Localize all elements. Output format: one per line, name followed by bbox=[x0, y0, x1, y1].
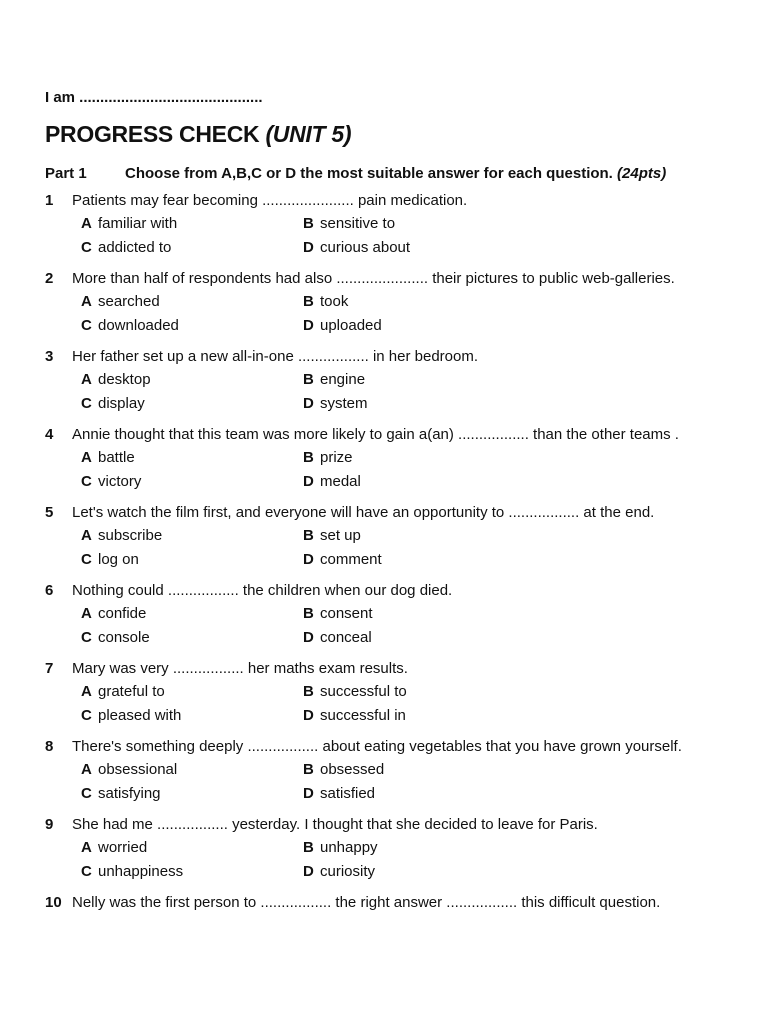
option-text: familiar with bbox=[98, 215, 178, 232]
question-number: 9 bbox=[45, 816, 54, 833]
option-text: addicted to bbox=[98, 239, 172, 256]
answer-option[interactable] bbox=[303, 368, 750, 392]
answer-option[interactable] bbox=[72, 758, 303, 782]
answer-option[interactable] bbox=[72, 602, 303, 626]
option-text: pleased with bbox=[98, 707, 182, 724]
option-letter: A bbox=[81, 761, 92, 778]
option-letter: A bbox=[81, 449, 92, 466]
part-number: Part 1 bbox=[45, 165, 87, 182]
answer-option[interactable] bbox=[72, 836, 303, 860]
instruction-text: Choose from A,B,C or D the most suitable answer for each question. bbox=[125, 165, 618, 182]
option-text: worried bbox=[98, 839, 148, 856]
answer-option[interactable] bbox=[72, 212, 303, 236]
option-text: comment bbox=[320, 551, 382, 568]
answer-option[interactable] bbox=[303, 212, 750, 236]
question-item bbox=[45, 504, 750, 572]
question-number: 1 bbox=[45, 192, 54, 209]
part-heading bbox=[45, 164, 750, 184]
points-label: (24pts) bbox=[617, 165, 667, 182]
option-text: set up bbox=[320, 527, 361, 544]
option-text: satisfied bbox=[320, 785, 376, 802]
option-letter: B bbox=[303, 761, 314, 778]
option-letter: D bbox=[303, 395, 314, 412]
question-number: 7 bbox=[45, 660, 54, 677]
question-item bbox=[45, 738, 750, 806]
option-text: uploaded bbox=[320, 317, 382, 334]
answer-options bbox=[72, 680, 750, 728]
option-text: desktop bbox=[98, 371, 151, 388]
answer-option[interactable] bbox=[303, 290, 750, 314]
answer-option[interactable] bbox=[303, 236, 750, 260]
question-text: There's something deeply ................. about eating vegetables that you have grown yourself. bbox=[72, 738, 682, 755]
question-number: 4 bbox=[45, 426, 54, 443]
option-text: prize bbox=[320, 449, 353, 466]
page-title bbox=[45, 120, 750, 150]
answer-options bbox=[72, 758, 750, 806]
option-text: grateful to bbox=[98, 683, 165, 700]
answer-options bbox=[72, 602, 750, 650]
question-number: 2 bbox=[45, 270, 54, 287]
option-text: battle bbox=[98, 449, 135, 466]
option-text: took bbox=[320, 293, 349, 310]
option-letter: A bbox=[81, 215, 92, 232]
option-letter: D bbox=[303, 785, 314, 802]
option-text: console bbox=[98, 629, 150, 646]
option-text: display bbox=[98, 395, 145, 412]
option-letter: A bbox=[81, 371, 92, 388]
option-text: confide bbox=[98, 605, 147, 622]
answer-option[interactable] bbox=[303, 860, 750, 884]
answer-option[interactable] bbox=[72, 368, 303, 392]
answer-option[interactable] bbox=[72, 626, 303, 650]
answer-option[interactable] bbox=[72, 680, 303, 704]
option-letter: D bbox=[303, 473, 314, 490]
answer-option[interactable] bbox=[72, 524, 303, 548]
answer-option[interactable] bbox=[303, 758, 750, 782]
title-main: PROGRESS CHECK bbox=[45, 121, 266, 147]
answer-option[interactable] bbox=[303, 836, 750, 860]
question-item bbox=[45, 660, 750, 728]
answer-option[interactable] bbox=[303, 602, 750, 626]
part-instruction bbox=[125, 164, 666, 184]
answer-option[interactable] bbox=[72, 548, 303, 572]
option-letter: C bbox=[81, 551, 92, 568]
question-item bbox=[45, 192, 750, 260]
option-text: curious about bbox=[320, 239, 411, 256]
question-number: 5 bbox=[45, 504, 54, 521]
question-text: Let's watch the film first, and everyone will have an opportunity to ................. at the end. bbox=[72, 504, 655, 521]
option-text: successful in bbox=[320, 707, 406, 724]
option-text: satisfying bbox=[98, 785, 161, 802]
question-text: Annie thought that this team was more likely to gain a(an) ................. than the other teams . bbox=[72, 426, 679, 443]
answer-options bbox=[72, 290, 750, 338]
option-letter: C bbox=[81, 473, 92, 490]
option-text: downloaded bbox=[98, 317, 179, 334]
option-text: obsessional bbox=[98, 761, 178, 778]
option-letter: B bbox=[303, 215, 314, 232]
question-item bbox=[45, 348, 750, 416]
answer-option[interactable] bbox=[303, 782, 750, 806]
option-letter: C bbox=[81, 629, 92, 646]
answer-options bbox=[72, 368, 750, 416]
question-number: 6 bbox=[45, 582, 54, 599]
question-item bbox=[45, 582, 750, 650]
question-list bbox=[45, 192, 750, 912]
option-text: obsessed bbox=[320, 761, 385, 778]
option-letter: C bbox=[81, 863, 92, 880]
option-text: unhappiness bbox=[98, 863, 184, 880]
question-item bbox=[45, 426, 750, 494]
option-letter: D bbox=[303, 551, 314, 568]
question-item bbox=[45, 894, 750, 912]
option-letter: C bbox=[81, 317, 92, 334]
question-text: Patients may fear becoming ...................... pain medication. bbox=[72, 192, 468, 209]
question-number: 3 bbox=[45, 348, 54, 365]
option-letter: C bbox=[81, 395, 92, 412]
answer-option[interactable] bbox=[303, 446, 750, 470]
option-text: victory bbox=[98, 473, 142, 490]
answer-option[interactable] bbox=[303, 548, 750, 572]
answer-option[interactable] bbox=[303, 680, 750, 704]
option-text: sensitive to bbox=[320, 215, 396, 232]
question-item bbox=[45, 816, 750, 884]
question-text: Her father set up a new all-in-one ................. in her bedroom. bbox=[72, 348, 479, 365]
option-text: searched bbox=[98, 293, 160, 310]
title-unit: (UNIT 5) bbox=[265, 121, 352, 147]
option-letter: D bbox=[303, 317, 314, 334]
question-text: Nelly was the first person to ................. the right answer ................. this difficult question. bbox=[72, 894, 661, 911]
answer-option[interactable] bbox=[72, 860, 303, 884]
answer-option[interactable] bbox=[303, 470, 750, 494]
answer-option[interactable] bbox=[303, 524, 750, 548]
answer-option[interactable] bbox=[303, 392, 750, 416]
option-letter: A bbox=[81, 293, 92, 310]
question-text: More than half of respondents had also ...................... their pictures to public web-galleries. bbox=[72, 270, 675, 287]
option-text: curiosity bbox=[320, 863, 376, 880]
question-text: Nothing could ................. the children when our dog died. bbox=[72, 582, 453, 599]
option-letter: B bbox=[303, 293, 314, 310]
answer-options bbox=[72, 212, 750, 260]
question-text: Mary was very ................. her maths exam results. bbox=[72, 660, 408, 677]
answer-option[interactable] bbox=[72, 314, 303, 338]
option-letter: B bbox=[303, 839, 314, 856]
answer-option[interactable] bbox=[303, 704, 750, 728]
option-letter: D bbox=[303, 239, 314, 256]
option-text: log on bbox=[98, 551, 139, 568]
question-item bbox=[45, 270, 750, 338]
answer-options bbox=[72, 836, 750, 884]
option-letter: A bbox=[81, 839, 92, 856]
answer-option[interactable] bbox=[72, 782, 303, 806]
answer-option[interactable] bbox=[72, 704, 303, 728]
answer-option[interactable] bbox=[72, 446, 303, 470]
option-letter: C bbox=[81, 785, 92, 802]
answer-option[interactable] bbox=[72, 236, 303, 260]
answer-options bbox=[72, 446, 750, 494]
answer-option[interactable] bbox=[303, 314, 750, 338]
option-text: unhappy bbox=[320, 839, 378, 856]
question-number: 10 bbox=[45, 894, 62, 911]
option-letter: B bbox=[303, 683, 314, 700]
answer-option[interactable] bbox=[72, 470, 303, 494]
option-text: consent bbox=[320, 605, 373, 622]
option-text: medal bbox=[320, 473, 361, 490]
name-line: I am ............................................ bbox=[45, 89, 263, 106]
option-letter: B bbox=[303, 371, 314, 388]
option-text: engine bbox=[320, 371, 366, 388]
option-letter: A bbox=[81, 683, 92, 700]
option-text: system bbox=[320, 395, 368, 412]
answer-options bbox=[72, 524, 750, 572]
option-letter: A bbox=[81, 527, 92, 544]
option-letter: C bbox=[81, 239, 92, 256]
option-letter: B bbox=[303, 605, 314, 622]
option-text: successful to bbox=[320, 683, 407, 700]
answer-option[interactable] bbox=[303, 626, 750, 650]
worksheet-page bbox=[45, 88, 750, 922]
option-letter: B bbox=[303, 527, 314, 544]
question-number: 8 bbox=[45, 738, 54, 755]
question-text: She had me ................. yesterday. I thought that she decided to leave for Paris. bbox=[72, 816, 598, 833]
option-letter: C bbox=[81, 707, 92, 724]
option-letter: A bbox=[81, 605, 92, 622]
option-letter: B bbox=[303, 449, 314, 466]
answer-option[interactable] bbox=[72, 290, 303, 314]
option-letter: D bbox=[303, 707, 314, 724]
answer-option[interactable] bbox=[72, 392, 303, 416]
option-letter: D bbox=[303, 863, 314, 880]
option-text: conceal bbox=[320, 629, 372, 646]
option-text: subscribe bbox=[98, 527, 163, 544]
option-letter: D bbox=[303, 629, 314, 646]
